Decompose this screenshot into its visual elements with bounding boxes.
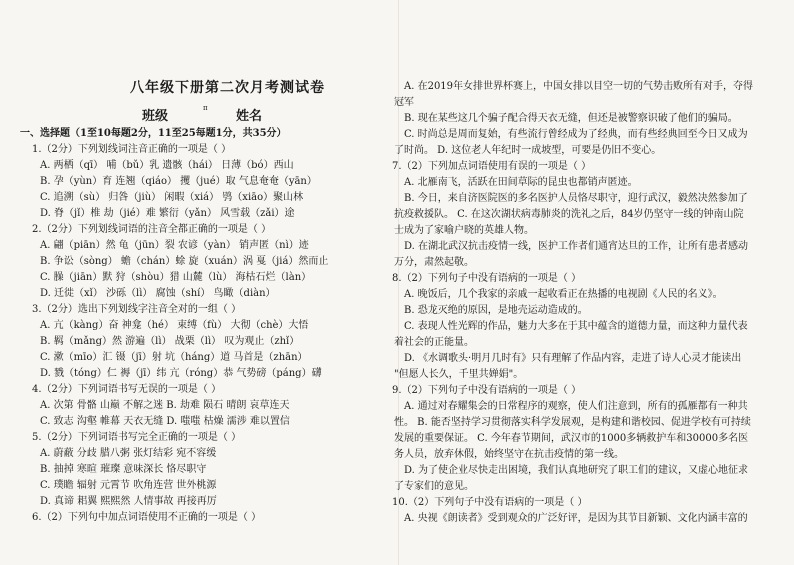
option-line: C. 致志 沟壑 帷幕 天衣无缝 D. 嗤嗤 枯燥 濡涉 难以置信 [40,416,290,427]
question-line: 8.（2）下列句子中没有语病的一项是（ ） [392,273,582,284]
exam-title: 八年级下册第二次月考测试卷 [130,80,325,96]
option-line: B. 现在某些这几个骗子配合得天衣无缝，但还是被警察识破了他们的骗局。 [404,113,738,124]
option-line: A. 次第 骨骼 山巅 不解之迷 B. 劫难 陨石 晴朗 哀草连天 [40,400,290,411]
continuation-line: 万分，肃然起敬。 [394,257,474,268]
option-line: A. 央视《朗读者》受到观众的广泛好评，是因为其节目新颖、文化内涵丰富的 [404,513,748,524]
option-line: C. 璞瞻 辐射 元霄节 吹角连营 世外桃源 [40,480,217,491]
option-line: A. 蔚蔽 分歧 腊八粥 张灯结彩 宛不容缓 [40,448,217,459]
option-line: B. 抽掉 寒暄 璀璨 意味深长 恪尽职守 [40,464,207,475]
option-line: B. 羁（mǎng）然 游遍（lì） 战栗（lì） 叹为观止（zhǐ） [40,336,300,347]
option-line: A. 在2019年女排世界杯赛上，中国女排以目空一切的气势击败所有对手，夺得 [404,81,754,92]
option-line: B. 争讼（sòng） 蟾（chán）蜍 旋（xuán）涡 戛（jiá）然而止 [40,256,329,267]
option-line: D. 戮（tóng）仁 褥（jī）纬 亢（róng）恭 气势磅（páng）礴 [40,368,322,379]
name-label: 姓名 [236,109,263,124]
option-line: B. 恐龙灭绝的原因，是地壳运动造成的。 [404,305,588,316]
question-line: 10.（2）下列句子中没有语病的一项是（ ） [392,497,588,508]
option-line: C. 臊（jiān）默 狩（shòu）猎 山麓（lù） 海枯石烂（làn） [40,272,312,283]
option-line: D. 为了使企业尽快走出困境，我们认真地研究了职工们的建议，又虚心地征求 [404,465,749,476]
continuation-line: 抗疫救援队。 C. 在这次湖状病毒肺炎的洗礼之后，84岁仍坚守一线的钟南山院 [394,209,744,220]
question-line: 3.（2分）选出下列划线字注音全对的一组（ ） [32,304,242,315]
option-line: C. 漱（mīo）汇 镊（jī）射 坑（háng）道 马首是（zhān） [40,352,308,363]
option-line: D. 脊（jǐ）椎 劫（jié）难 繁衍（yǎn） 风雪载（zǎi）途 [40,208,295,219]
stray-mark: π [203,104,208,112]
option-line: A. 两栖（qī） 哺（bǔ）乳 遗骸（hái） 日薄（bó）西山 [40,160,294,171]
continuation-line: 士成为了家喻户晓的英雄人物。 [394,225,534,236]
continuation-line: "但愿人长久，千里共婵娟"。 [394,369,524,380]
continuation-line: 发展的重要保证。 C. 今年春节期间，武汉市的1000多辆救护车和30000多名医 [394,433,749,444]
continuation-line: 性。 B. 能否坚持学习贯彻落实科学发展观，是构建和谐校园、促进学校有可持续 [394,417,751,428]
continuation-line: 了专家们的意见。 [394,481,474,492]
question-line: 5.（2分）下列词语书写完全正确的一项是（ ） [32,432,242,443]
continuation-line: 着社会的正能量。 [394,337,474,348]
option-line: A. 通过对春耀集会的日常程序的观察，使人们注意到，所有的孤雁都有一种共 [404,401,748,412]
question-line: 9.（2）下列句子中没有语病的一项是（ ） [392,385,582,396]
option-line: D. 迁徙（xǐ） 沙砾（lì） 腐蚀（shí） 鸟瞰（diàn） [40,288,276,299]
option-line: B. 今日，来自济医院医的多名医护人员恪尽职守，迎行武汉，毅然决然参加了 [404,193,748,204]
continuation-line: 了时尚。 D. 这位老人年纪时一成坡型，可要是仍旧不变心。 [394,145,662,156]
option-line: D. 《水调歌头·明月几时有》只有理解了作品内容，走进了诗人心灵才能读出 [404,353,742,364]
option-line: C. 时尚总是周而复始，有些流行曾经成为了经典，而有些经典回至今日又成为 [404,129,748,140]
class-label: 班级 [142,109,169,124]
question-line: 7.（2）下列加点词语使用有误的一项是（ ） [392,161,592,172]
section-heading: 一、选择题（1至10每题2分，11至25每题1分，共35分） [20,128,287,139]
option-line: A. 翩（piān）然 龟（jūn）裂 农谚（yàn） 销声匿（nì）迹 [40,240,309,251]
option-line: C. 追溯（sù） 归咎（jiù） 闲暇（xiá） 鸮（xiāo）聚山林 [40,192,304,203]
continuation-line: 冠军 [394,97,414,108]
question-line: 6.（2）下列句中加点词语使用不正确的一项是（ ） [32,512,262,523]
option-line: A. 北雁南飞，活跃在田间草际的昆虫也都销声匿迹。 [404,177,638,188]
question-line: 1.（2分）下列划线词注音正确的一项是（ ） [32,144,232,155]
option-line: D. 真谛 耜翼 熙熙然 人情事故 再接再厉 [40,496,217,507]
continuation-line: 务人员，放弃休假，始终坚守在抗击疫情的第一线。 [394,449,624,460]
question-line: 4.（2分）下列词语书写无误的一项是（ ） [32,384,222,395]
option-line: A. 亢（kàng）奋 神龛（hé） 束缚（fù） 大彻（chè）大悟 [40,320,309,331]
option-line: D. 在湖北武汉抗击疫情一线，医护工作者们通宵达旦的工作，让所有患者感动 [404,241,749,252]
question-line: 2.（2分）下列划线词语的注音全都正确的一项是（ ） [32,224,272,235]
option-line: C. 表现人性光辉的作品，魅力大多在于其中蕴含的道德力量，而这种力量代表 [404,321,748,332]
option-line: A. 晚饭后，几个我家的亲戚一起收看正在热播的电视剧《人民的名义》。 [404,289,723,300]
option-line: B. 孕（yùn）育 连翘（qiáo） 攫（jué）取 气息奄奄（yān） [40,176,317,187]
